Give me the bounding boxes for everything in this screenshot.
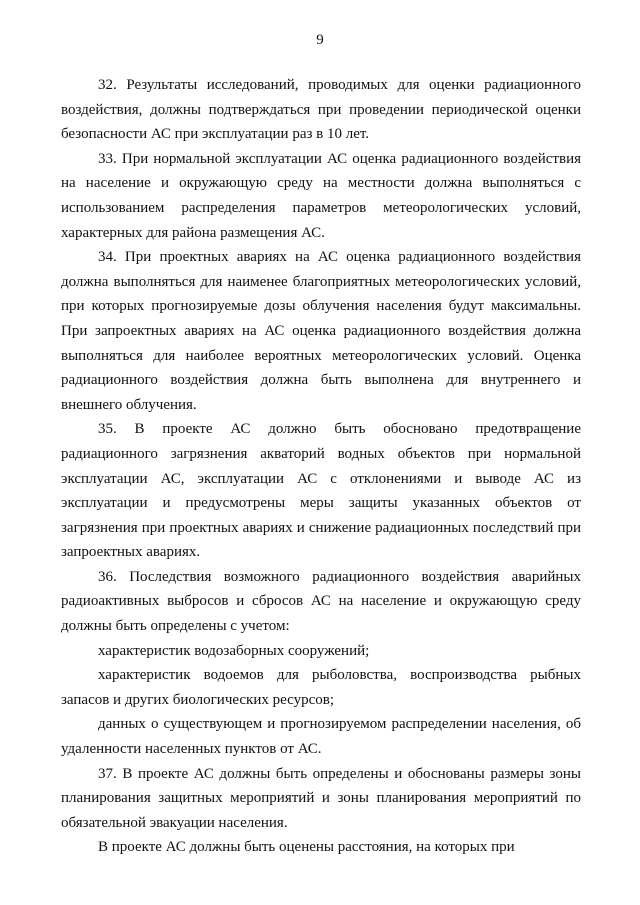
paragraph-36: 36. Последствия возможного радиационного воздействия аварийных радиоактивных выбросов и сбросов АС на население и окружающую среду должны быть определены с учетом: <box>61 568 581 635</box>
paragraph-37: 37. В проекте АС должны быть определены и обоснованы размеры зоны планирования защитных мероприятий и зоны планирования мероприятий по обязательной эвакуации населения. <box>61 765 581 831</box>
list-item-water-bodies: характеристик водоемов для рыболовства, воспроизводства рыбных запасов и других биологических ресурсов; <box>61 667 581 708</box>
paragraph-35: 35. В проекте АС должно быть обосновано предотвращение радиационного загрязнения акваторий водных объектов при нормальной эксплуатации АС, эксплуатации АС с отклонениями и выводе АС из эксплуатации и предусмотрены меры защиты указанных объектов от загрязнения при проектных авариях и снижение радиационных последствий при запроектных авариях. <box>61 421 581 561</box>
document-body <box>61 73 581 860</box>
list-item-water-intake: характеристик водозаборных сооружений; <box>98 642 370 659</box>
paragraph-34: 34. При проектных авариях на АС оценка радиационного воздействия должна выполняться для наименее благоприятных метеорологических условий, при которых прогнозируемые дозы облучения населения будут максимальны. При запроектных авариях на АС оценка радиационного воздействия должна выполняться для наиболее вероятных метеорологических условий. Оценка радиационного воздействия должна быть выполнена для внутреннего и внешнего облучения. <box>61 249 581 413</box>
paragraph-32: 32. Результаты исследований, проводимых для оценки радиационного воздействия, должны подтверждаться при проведении периодической оценки безопасности АС при эксплуатации раз в 10 лет. <box>61 77 581 143</box>
list-item-population: данных о существующем и прогнозируемом распределении населения, об удаленности населенных пунктов от АС. <box>61 716 581 758</box>
paragraph-33: 33. При нормальной эксплуатации АС оценка радиационного воздействия на население и окружающую среду на местности должна выполняться с использованием распределения параметров метеорологических условий, характерных для района размещения АС. <box>61 150 581 241</box>
paragraph-37-continued: В проекте АС должны быть оценены расстояния, на которых при <box>98 839 515 856</box>
page-number: 9 <box>316 32 324 48</box>
